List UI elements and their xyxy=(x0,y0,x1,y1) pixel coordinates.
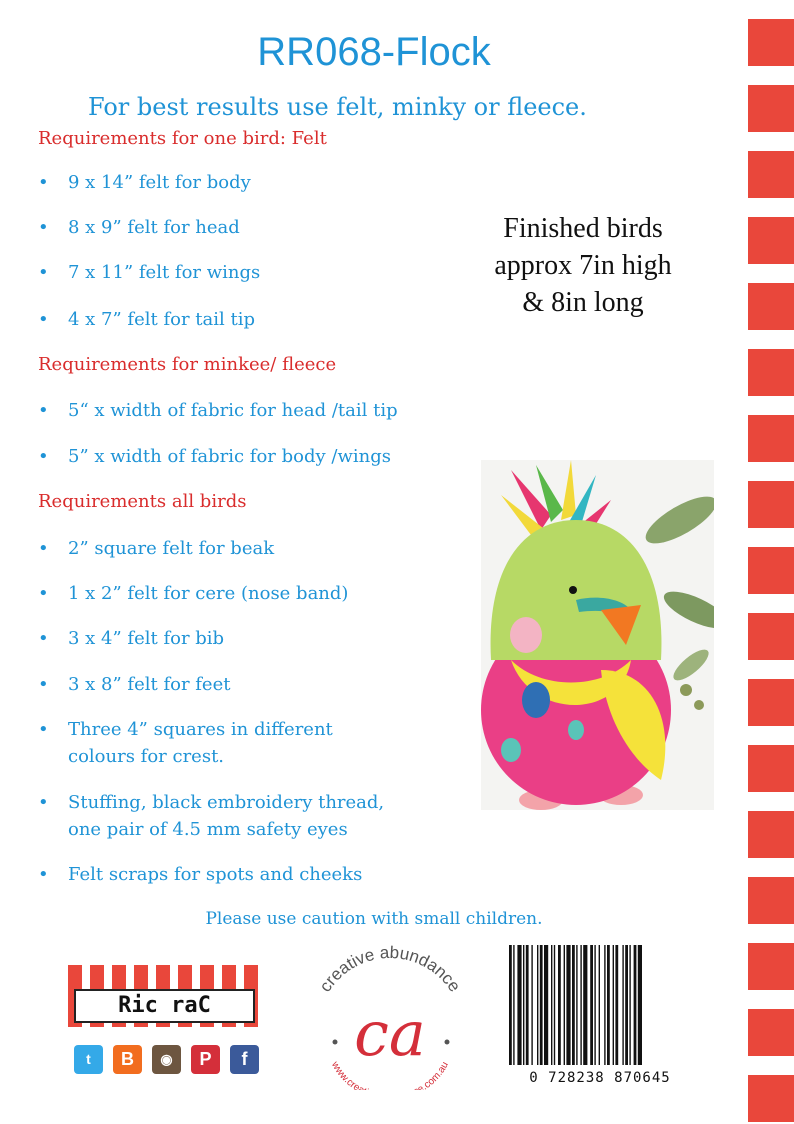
barcode-bar xyxy=(590,945,593,1065)
finished-size-note: Finished birds approx 7in high & 8in long xyxy=(494,213,672,318)
barcode-bar xyxy=(613,945,614,1065)
barcode-bars xyxy=(505,945,695,1070)
barcode-bar xyxy=(540,945,543,1065)
caution-note: Please use caution with small children. xyxy=(205,909,543,929)
barcode-bar xyxy=(544,945,548,1065)
barcode-bar xyxy=(509,945,512,1065)
ricrac-logo-text: Ric raC xyxy=(74,989,255,1023)
page-title: RR068-Flock xyxy=(257,30,491,74)
barcode-bar xyxy=(615,945,618,1065)
felt-requirements-heading: Requirements for one bird: Felt xyxy=(38,128,327,149)
barcode xyxy=(505,945,695,1095)
barcode-bar xyxy=(622,945,623,1065)
ca-url-text: www.cre e.com.au xyxy=(329,1059,451,1090)
social-icons xyxy=(74,1045,264,1077)
pinterest-icon[interactable]: P xyxy=(191,1045,220,1074)
barcode-bar xyxy=(564,945,565,1065)
barcode-bar xyxy=(629,945,630,1065)
blogger-icon[interactable]: B xyxy=(113,1045,142,1074)
ca-arc-text: creative abundance xyxy=(315,942,465,996)
barcode-bar xyxy=(554,945,555,1065)
barcode-bar xyxy=(513,945,514,1065)
barcode-bar xyxy=(537,945,538,1065)
barcode-bar xyxy=(523,945,524,1065)
barcode-bar xyxy=(638,945,642,1065)
barcode-bar xyxy=(531,945,532,1065)
creative-abundance-logo xyxy=(300,940,480,1090)
svg-text:creative abundance xyxy=(316,943,465,995)
barcode-bar xyxy=(517,945,521,1065)
barcode-bar xyxy=(558,945,561,1065)
barcode-bar xyxy=(607,945,610,1065)
barcode-bar xyxy=(572,945,575,1065)
barcode-bar xyxy=(594,945,595,1065)
all-birds-requirements-heading: Requirements all birds xyxy=(38,491,247,512)
twitter-icon[interactable]: t xyxy=(74,1045,103,1074)
barcode-number: 0 728238 870645 xyxy=(529,1070,671,1086)
barcode-bar xyxy=(634,945,637,1065)
barcode-bar xyxy=(566,945,570,1065)
minkee-requirements-heading: Requirements for minkee/ fleece xyxy=(38,354,337,375)
bird-photo xyxy=(481,460,714,810)
barcode-bar xyxy=(599,945,600,1065)
barcode-bar xyxy=(576,945,577,1065)
barcode-bar xyxy=(526,945,529,1065)
barcode-bar xyxy=(625,945,628,1065)
red-stripe-border xyxy=(748,0,794,1124)
ricrac-logo xyxy=(68,965,265,1080)
subtitle: For best results use felt, minky or fleece. xyxy=(88,93,587,121)
barcode-bar xyxy=(580,945,581,1065)
barcode-bar xyxy=(583,945,587,1065)
barcode-bar xyxy=(604,945,605,1065)
instagram-icon[interactable]: ◉ xyxy=(152,1045,181,1074)
ca-monogram: ca xyxy=(354,997,426,1070)
barcode-bar xyxy=(551,945,552,1065)
facebook-icon[interactable]: f xyxy=(230,1045,259,1074)
